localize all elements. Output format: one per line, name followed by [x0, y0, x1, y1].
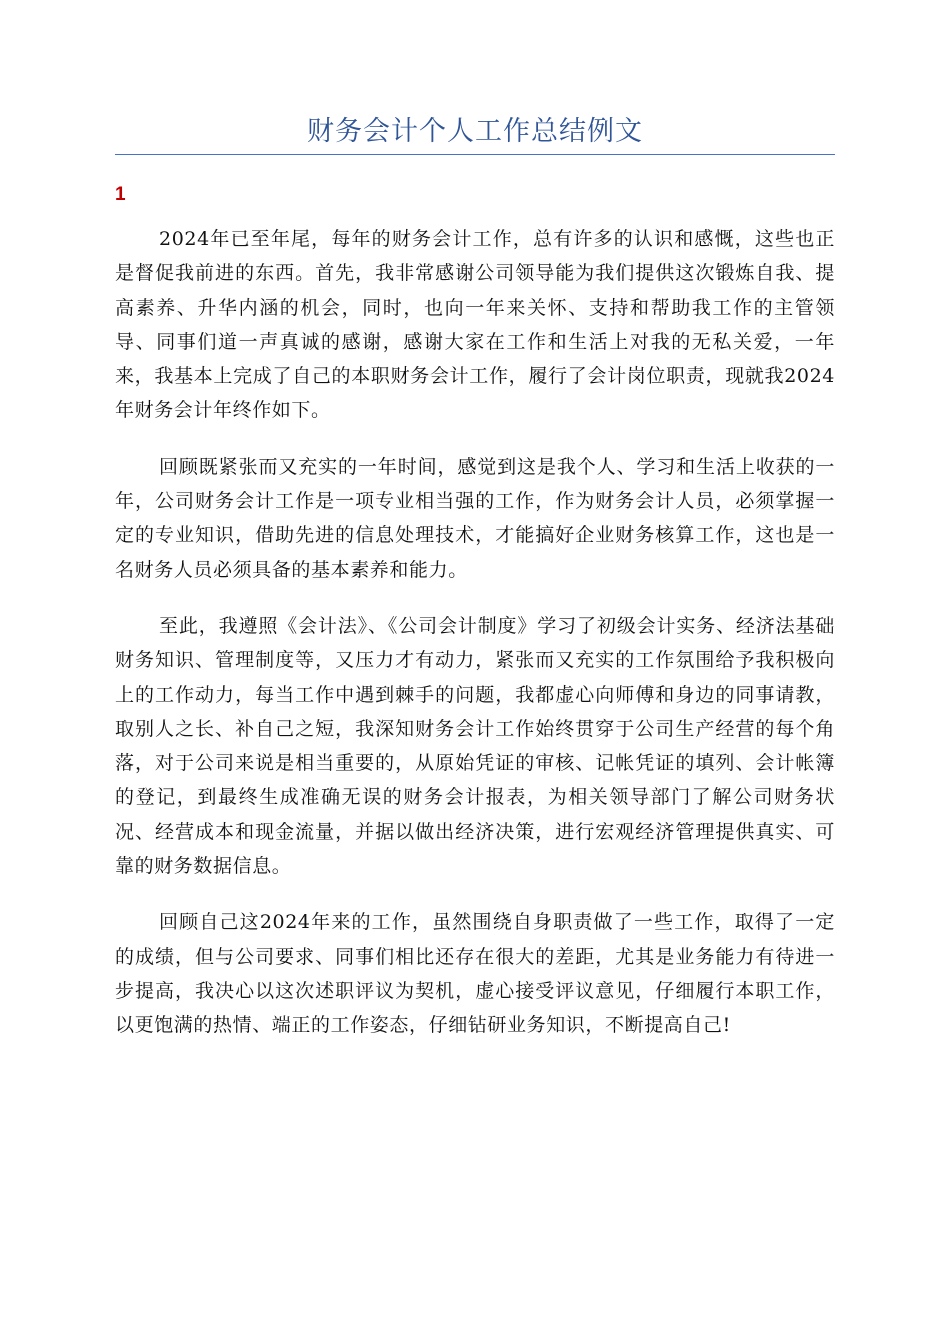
document-title: 财务会计个人工作总结例文 — [307, 116, 643, 147]
section-number: 1 — [115, 184, 126, 205]
paragraph-1: 2024年已至年尾，每年的财务会计工作，总有许多的认识和感慨，这些也正是督促我前进的东西。首先，我非常感谢公司领导能为我们提供这次锻炼自我、提高素养、升华内涵的机会，同时，也向一年来关怀、支持和帮助我工作的主管领导、同事们道一声真诚的感谢，感谢大家在工作和生活上对我的无私关爱，一年来，我基本上完成了自己的本职财务会计工作，履行了会计岗位职责，现就我2024年财务会计年终作如下。 — [115, 228, 835, 422]
paragraph-4: 回顾自己这2024年来的工作，虽然围绕自身职责做了一些工作，取得了一定的成绩，但与公司要求、同事们相比还存在很大的差距，尤其是业务能力有待进一步提高，我决心以这次述职评议为契机，虚心接受评议意见，仔细履行本职工作，以更饱满的热情、端正的工作姿态，仔细钻研业务知识，不断提高自己! — [115, 911, 835, 1037]
paragraph-3: 至此，我遵照《会计法》、《公司会计制度》学习了初级会计实务、经济法基础财务知识、管理制度等，又压力才有动力，紧张而又充实的工作氛围给予我积极向上的工作动力，每当工作中遇到棘手的问题，我都虚心向师傅和身边的同事请教，取别人之长、补自己之短，我深知财务会计工作始终贯穿于公司生产经营的每个角落，对于公司来说是相当重要的，从原始凭证的审核、记帐凭证的填列、会计帐簿的登记，到最终生成准确无误的财务会计报表，为相关领导部门了解公司财务状况、经营成本和现金流量，并据以做出经济决策，进行宏观经济管理提供真实、可靠的财务数据信息。 — [115, 614, 835, 878]
title-underline — [115, 154, 835, 155]
document-body — [115, 222, 835, 1065]
paragraph-2: 回顾既紧张而又充实的一年时间，感觉到这是我个人、学习和生活上收获的一年，公司财务会计工作是一项专业相当强的工作，作为财务会计人员，必须掌握一定的专业知识，借助先进的信息处理技术，才能搞好企业财务核算工作，这也是一名财务人员必须具备的基本素养和能力。 — [115, 455, 835, 581]
